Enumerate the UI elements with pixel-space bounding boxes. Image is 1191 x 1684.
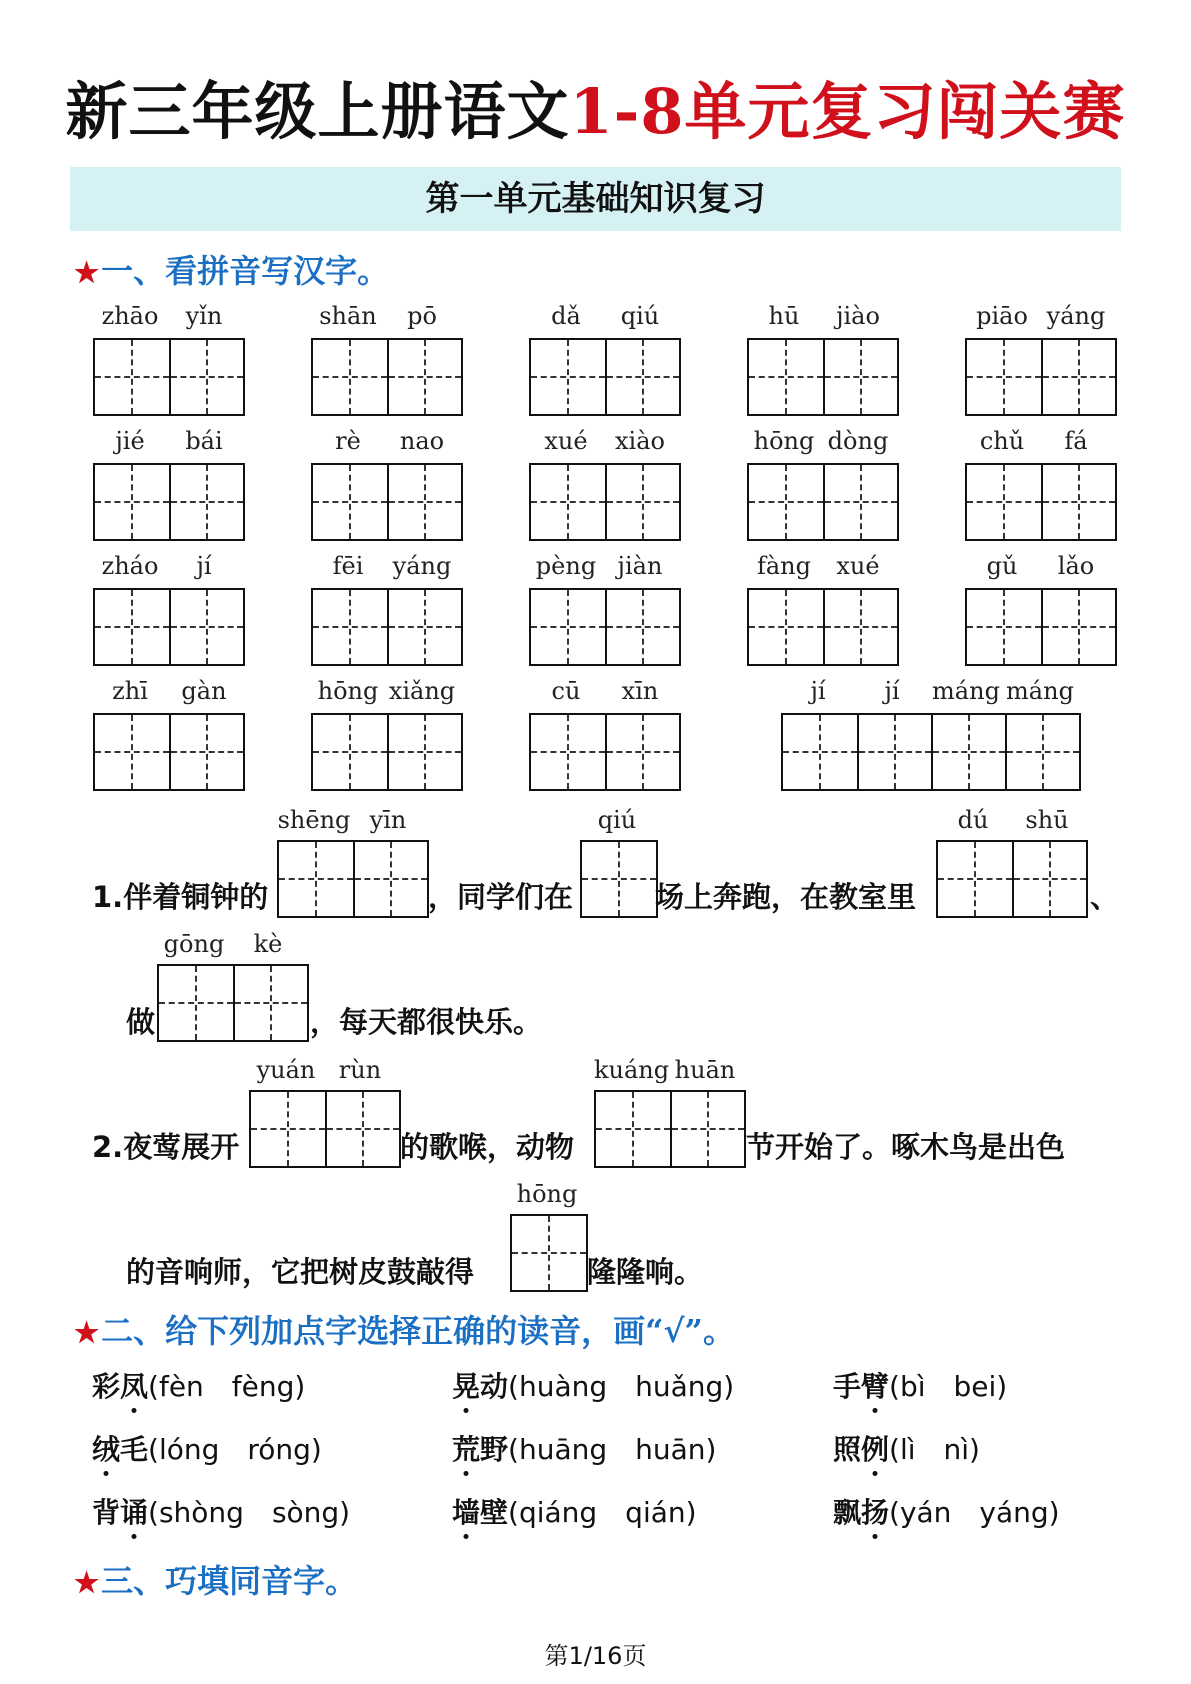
section-label: 三、巧填同音字。 [101, 1562, 358, 1600]
tianzige-cell[interactable] [1041, 465, 1115, 539]
writing-boxes[interactable] [594, 1090, 746, 1168]
pinyin-label: xué xiào [544, 427, 665, 455]
reading-choice-item[interactable] [92, 1428, 322, 1468]
pinyin-label: jié bái [115, 427, 223, 455]
pinyin-label: shēng yīn [277, 806, 407, 834]
word: 荒野 [452, 1433, 508, 1466]
word: 墙壁 [452, 1496, 508, 1529]
tianzige-cell[interactable] [313, 340, 387, 414]
tianzige-cell[interactable] [605, 465, 679, 539]
pinyin-options[interactable]: (huāng huān) [508, 1433, 717, 1466]
writing-boxes[interactable] [747, 588, 899, 666]
sentence-text: 做 [126, 1005, 156, 1039]
writing-boxes[interactable] [93, 588, 245, 666]
sentence-text: 、 [1090, 880, 1120, 914]
reading-choice-item[interactable] [833, 1428, 980, 1468]
tianzige-cell[interactable] [313, 465, 387, 539]
pinyin-options[interactable]: (yán yáng) [889, 1496, 1060, 1529]
writing-boxes[interactable] [529, 338, 681, 416]
tianzige-cell[interactable] [95, 340, 169, 414]
tianzige-cell[interactable] [387, 715, 461, 789]
pinyin-label: dǎ qiú [551, 302, 660, 330]
sentence-text: ，每天都很快乐。 [310, 1005, 543, 1039]
writing-boxes[interactable] [781, 713, 1081, 791]
tianzige-cell[interactable] [823, 590, 897, 664]
tianzige-cell[interactable] [313, 715, 387, 789]
writing-boxes[interactable] [529, 713, 681, 791]
pinyin-label: rè nao [335, 427, 445, 455]
tianzige-cell[interactable] [749, 590, 823, 664]
dotted-character: 荒 [452, 1428, 480, 1468]
dotted-character: 诵 [120, 1491, 148, 1531]
tianzige-cell[interactable] [783, 715, 857, 789]
reading-choice-item[interactable] [833, 1491, 1060, 1531]
tianzige-cell[interactable] [823, 340, 897, 414]
pinyin-label: hū jiào [768, 302, 880, 330]
tianzige-cell[interactable] [1005, 715, 1079, 789]
tianzige-cell[interactable] [95, 465, 169, 539]
word: 绒毛 [92, 1433, 148, 1466]
section-label: 一、看拼音写汉字。 [101, 252, 390, 290]
pinyin-label: shān pō [319, 302, 437, 330]
sentence-text: 的音响师，它把树皮鼓敲得 [126, 1255, 475, 1289]
writing-boxes[interactable] [311, 338, 463, 416]
tianzige-cell[interactable] [931, 715, 1005, 789]
tianzige-cell[interactable] [967, 590, 1041, 664]
tianzige-cell[interactable] [387, 340, 461, 414]
reading-choice-item[interactable] [452, 1428, 716, 1468]
writing-boxes[interactable] [157, 964, 309, 1042]
pinyin-options[interactable]: (bì bei) [889, 1370, 1008, 1403]
writing-boxes[interactable] [965, 463, 1117, 541]
reading-choice-item[interactable] [452, 1491, 697, 1531]
sentence-text: 隆隆响。 [587, 1255, 704, 1289]
pinyin-label: piāo yáng [976, 302, 1106, 330]
pinyin-label: zháo jí [101, 552, 212, 580]
sentence-text: 场上奔跑，在教室里 [655, 880, 917, 914]
pinyin-label: fēi yáng [332, 552, 452, 580]
tianzige-cell[interactable] [313, 590, 387, 664]
section-heading-3 [74, 1556, 357, 1602]
pinyin-label: kuáng huān [594, 1056, 736, 1084]
section-label: 二、给下列加点字选择正确的读音，画“√”。 [101, 1312, 735, 1350]
pinyin-label: zhī gàn [112, 677, 227, 705]
tianzige-cell[interactable] [169, 715, 243, 789]
tianzige-cell[interactable] [169, 340, 243, 414]
sentence-text: 节开始了。啄木鸟是出色 [746, 1130, 1066, 1164]
pinyin-label: hōng [516, 1180, 578, 1208]
writing-boxes[interactable] [529, 463, 681, 541]
pinyin-label: cū xīn [551, 677, 659, 705]
tianzige-cell[interactable] [531, 465, 605, 539]
sentence-text: 的歌喉，动物 [400, 1130, 575, 1164]
pinyin-label: chǔ fá [979, 427, 1088, 455]
tianzige-cell[interactable] [749, 465, 823, 539]
word: 飘扬 [833, 1496, 889, 1529]
pinyin-options[interactable]: (lóng róng) [148, 1433, 322, 1466]
tianzige-cell[interactable] [169, 465, 243, 539]
word: 手臂 [833, 1370, 889, 1403]
dotted-character: 墙 [452, 1491, 480, 1531]
pinyin-label: gǔ lǎo [986, 552, 1095, 580]
pinyin-label: pèng jiàn [535, 552, 663, 580]
tianzige-cell[interactable] [531, 340, 605, 414]
tianzige-cell[interactable] [605, 340, 679, 414]
writing-boxes[interactable] [580, 840, 658, 918]
dotted-character: 扬 [861, 1491, 889, 1531]
sentence-text: ，同学们在 [428, 880, 574, 914]
reading-choice-item[interactable] [92, 1365, 305, 1405]
pinyin-options[interactable]: (huàng huǎng) [508, 1370, 735, 1403]
tianzige-cell[interactable] [857, 715, 931, 789]
tianzige-cell[interactable] [531, 590, 605, 664]
dotted-character: 臂 [861, 1365, 889, 1405]
star-icon: ★ [74, 1316, 100, 1349]
sentence-text: 1.伴着铜钟的 [92, 880, 269, 914]
pinyin-options[interactable]: (lì nì) [889, 1433, 980, 1466]
title-highlight: 1-8单元复习闯关赛 [569, 75, 1126, 148]
writing-boxes[interactable] [311, 463, 463, 541]
dotted-character: 例 [861, 1428, 889, 1468]
pinyin-options[interactable]: (shòng sòng) [148, 1496, 351, 1529]
tianzige-cell[interactable] [531, 715, 605, 789]
writing-boxes[interactable] [529, 588, 681, 666]
pinyin-label: yuán rùn [256, 1056, 382, 1084]
word: 晃动 [452, 1370, 508, 1403]
writing-boxes[interactable] [965, 338, 1117, 416]
writing-boxes[interactable] [93, 338, 245, 416]
writing-boxes[interactable] [93, 463, 245, 541]
writing-boxes[interactable] [747, 463, 899, 541]
pinyin-label: qiú [597, 806, 637, 834]
sentence-text: 2.夜莺展开 [92, 1130, 240, 1164]
tianzige-cell[interactable] [1041, 590, 1115, 664]
writing-boxes[interactable] [277, 840, 429, 918]
writing-boxes[interactable] [965, 588, 1117, 666]
tianzige-cell[interactable] [1041, 340, 1115, 414]
star-icon: ★ [74, 1566, 100, 1599]
tianzige-cell[interactable] [95, 590, 169, 664]
pinyin-label: zhāo yǐn [101, 302, 223, 330]
section-heading-1 [74, 246, 389, 292]
pinyin-label: hōng xiǎng [317, 677, 456, 705]
page-number: 第1/16页 [544, 1642, 647, 1670]
writing-boxes[interactable] [249, 1090, 401, 1168]
word: 背诵 [92, 1496, 148, 1529]
word: 彩凤 [92, 1370, 148, 1403]
pinyin-label: gōng kè [163, 930, 283, 958]
writing-boxes[interactable] [93, 713, 245, 791]
dotted-character: 凤 [120, 1365, 148, 1405]
pinyin-options[interactable]: (fèn fèng) [148, 1370, 306, 1403]
reading-choice-item[interactable] [833, 1365, 1007, 1405]
writing-boxes[interactable] [747, 338, 899, 416]
pinyin-label: jí jí máng máng [810, 677, 1074, 705]
tianzige-cell[interactable] [823, 465, 897, 539]
reading-choice-item[interactable] [92, 1491, 350, 1531]
tianzige-cell[interactable] [387, 465, 461, 539]
tianzige-cell[interactable] [605, 715, 679, 789]
pinyin-options[interactable]: (qiáng qián) [508, 1496, 697, 1529]
tianzige-cell[interactable] [967, 340, 1041, 414]
page-title [0, 62, 1191, 151]
tianzige-cell[interactable] [967, 465, 1041, 539]
title-main: 新三年级上册语文 [65, 75, 570, 148]
writing-boxes[interactable] [311, 588, 463, 666]
word: 照例 [833, 1433, 889, 1466]
tianzige-cell[interactable] [605, 590, 679, 664]
star-icon: ★ [74, 256, 100, 289]
pinyin-label: dú shū [957, 806, 1069, 834]
tianzige-cell[interactable] [95, 715, 169, 789]
tianzige-cell[interactable] [387, 590, 461, 664]
dotted-character: 绒 [92, 1428, 120, 1468]
writing-boxes[interactable] [311, 713, 463, 791]
tianzige-cell[interactable] [749, 340, 823, 414]
writing-boxes[interactable] [510, 1214, 588, 1292]
writing-boxes[interactable] [936, 840, 1088, 918]
reading-choice-item[interactable] [452, 1365, 734, 1405]
section-heading-2 [74, 1306, 735, 1352]
dotted-character: 晃 [452, 1365, 480, 1405]
pinyin-label: fàng xué [756, 552, 880, 580]
unit-banner: 第一单元基础知识复习 [70, 167, 1121, 231]
pinyin-label: hōng dòng [753, 427, 889, 455]
tianzige-cell[interactable] [169, 590, 243, 664]
